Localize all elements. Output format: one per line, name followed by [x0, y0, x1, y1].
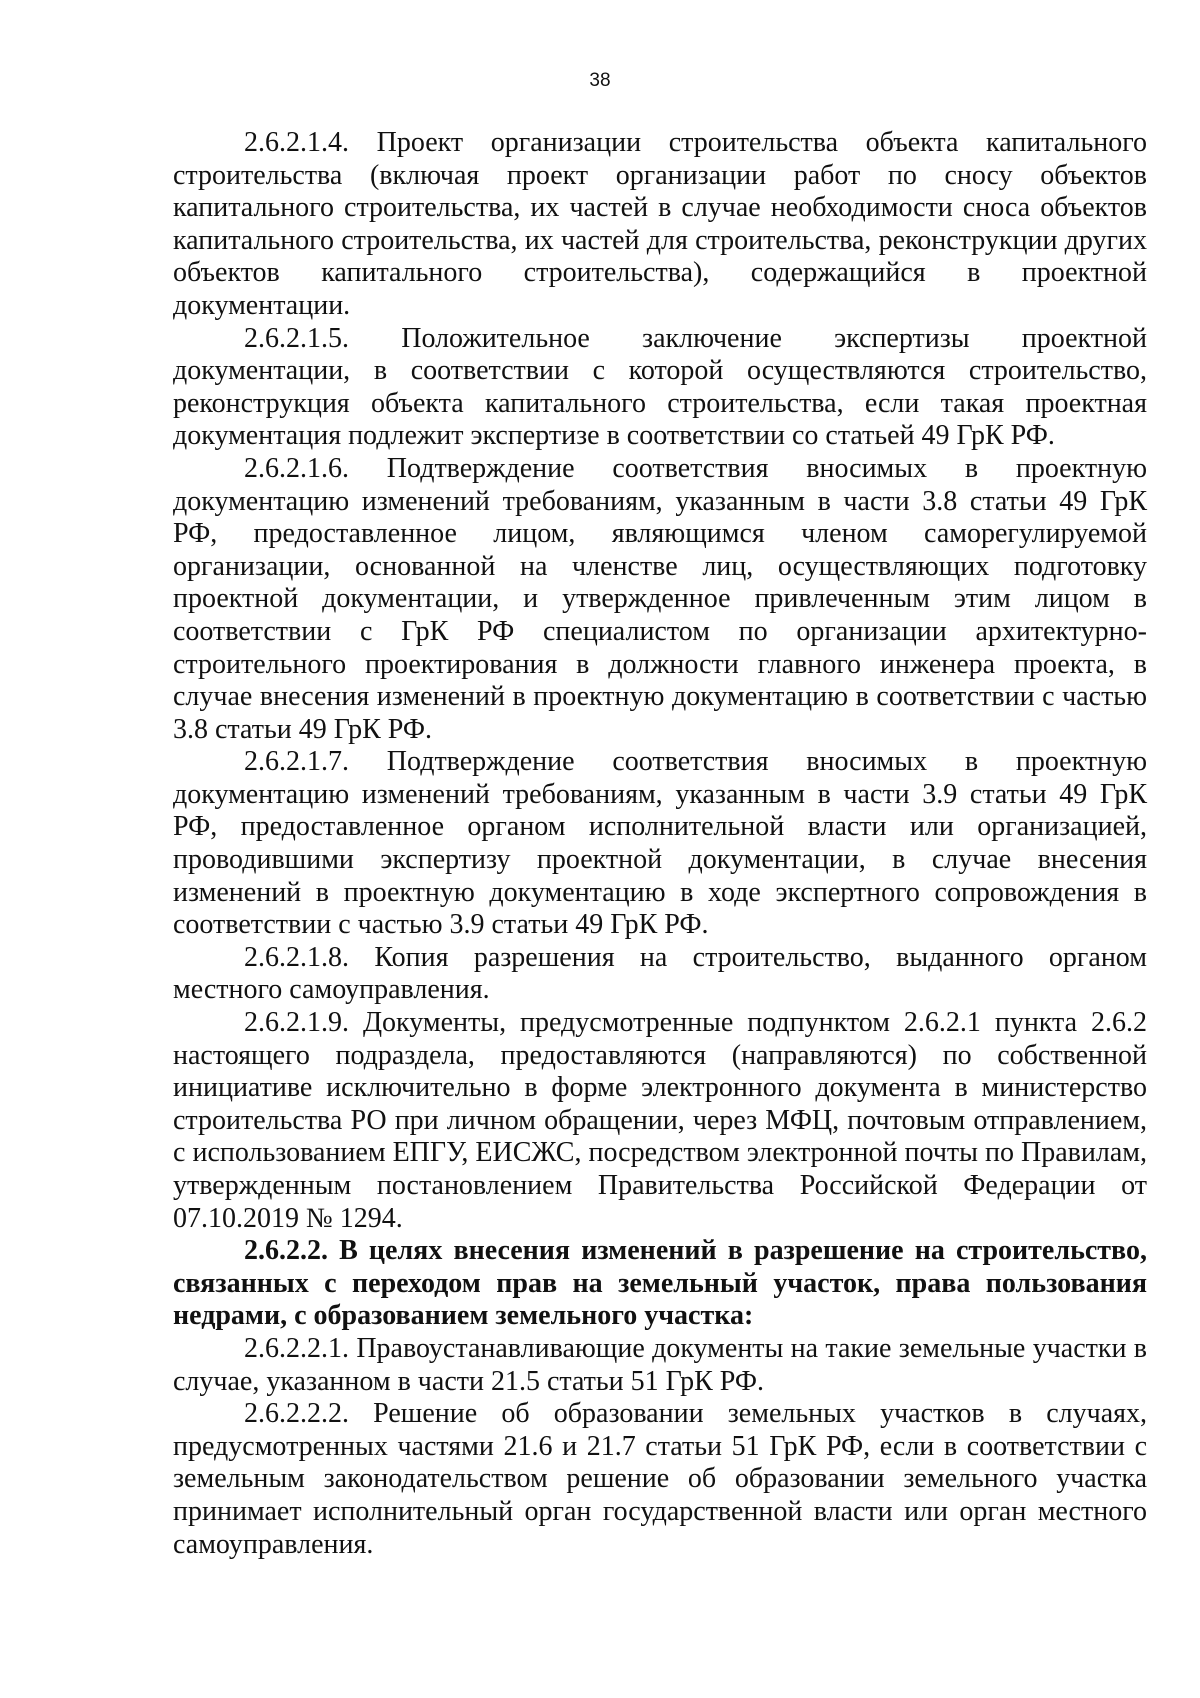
paragraph-2-6-2-1-8: 2.6.2.1.8. Копия разрешения на строительство, выданного органом местного самоуправления. — [173, 941, 1147, 1006]
page-number: 38 — [589, 70, 611, 91]
section-heading-2-6-2-2: 2.6.2.2. В целях внесения изменений в разрешение на строительство, связанных с переходом прав на земельный участок, права пользования недрами, с образованием земельного участка: — [173, 1235, 1147, 1332]
paragraph-2-6-2-1-5: 2.6.2.1.5. Положительное заключение экспертизы проектной документации, в соответствии с которой осуществляются строительство, реконструкция объекта капитального строительства, если такая проектная документация подлежит экспертизе в соответствии со статьей 49 ГрК РФ. — [173, 322, 1147, 452]
document-body — [173, 127, 1147, 1561]
paragraph-2-6-2-1-9: 2.6.2.1.9. Документы, предусмотренные подпунктом 2.6.2.1 пункта 2.6.2 настоящего подраздела, предоставляются (направляются) по собственной инициативе исключительно в форме электронного документа в министерство строительства РО при личном обращении, через МФЦ, почтовым отправлением, с использованием ЕПГУ, ЕИСЖС, посредством электронной почты по Правилам, утвержденным постановлением Правительства Российской Федерации от 07.10.2019 № 1294. — [173, 1007, 1147, 1234]
paragraph-2-6-2-2-2: 2.6.2.2.2. Решение об образовании земельных участков в случаях, предусмотренных частями 21.6 и 21.7 статьи 51 ГрК РФ, если в соответствии с земельным законодательством решение об образовании земельного участка принимает исполнительный орган государственной власти или орган местного самоуправления. — [173, 1398, 1147, 1560]
paragraph-2-6-2-2-1: 2.6.2.2.1. Правоустанавливающие документы на такие земельные участки в случае, указанном в части 21.5 статьи 51 ГрК РФ. — [173, 1332, 1147, 1397]
paragraph-2-6-2-1-4: 2.6.2.1.4. Проект организации строительства объекта капитального строительства (включая проект организации работ по сносу объектов капитального строительства, их частей в случае необходимости сноса объектов капитального строительства, их частей для строительства, реконструкции других объектов капитального строительства), содержащийся в проектной документации. — [173, 127, 1147, 321]
paragraph-2-6-2-1-6: 2.6.2.1.6. Подтверждение соответствия вносимых в проектную документацию изменений требованиям, указанным в части 3.8 статьи 49 ГрК РФ, предоставленное лицом, являющимся членом саморегулируемой организации, основанной на членстве лиц, осуществляющих подготовку проектной документации, и утвержденное привлеченным этим лицом в соответствии с ГрК РФ специалистом по организации архитектурно-строительного проектирования в должности главного инженера проекта, в случае внесения изменений в проектную документацию в соответствии с частью 3.8 статьи 49 ГрК РФ. — [173, 452, 1147, 745]
paragraph-2-6-2-1-7: 2.6.2.1.7. Подтверждение соответствия вносимых в проектную документацию изменений требованиям, указанным в части 3.9 статьи 49 ГрК РФ, предоставленное органом исполнительной власти или организацией, проводившими экспертизу проектной документации, в случае внесения изменений в проектную документацию в ходе экспертного сопровождения в соответствии с частью 3.9 статьи 49 ГрК РФ. — [173, 746, 1147, 941]
